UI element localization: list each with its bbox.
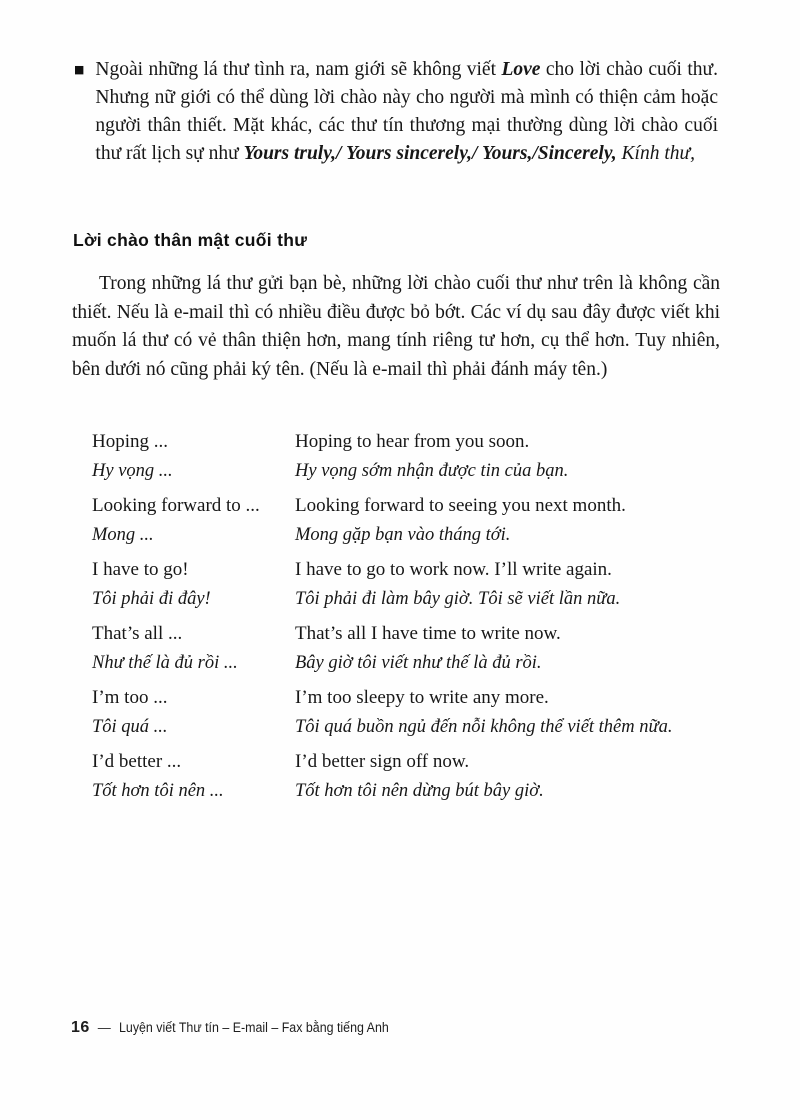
phrase-vi-full: Hy vọng sớm nhận được tin của bạn. (295, 460, 569, 481)
footer-dash: — (97, 1020, 111, 1035)
phrase-short-cell (92, 748, 295, 805)
section-heading: Lời chào thân mật cuối thư (73, 230, 308, 250)
phrase-en-full: I’d better sign off now. (295, 751, 470, 772)
phrase-vi-full: Tốt hơn tôi nên dừng bút bây giờ. (295, 780, 544, 801)
phrase-en-full: I’m too sleepy to write any more. (295, 687, 549, 708)
phrase-row (92, 620, 722, 677)
phrase-vi-short: Như thế là đủ rồi ... (92, 652, 238, 673)
intro-paragraph (74, 56, 718, 168)
phrase-row (92, 748, 722, 805)
intro-closings-terms: Yours truly,/ Yours sincerely,/ Yours,/Sincerely, (243, 143, 617, 164)
phrase-en-short: I’m too ... (92, 687, 168, 708)
phrase-short-cell (92, 556, 295, 613)
phrase-short-cell (92, 684, 295, 741)
phrase-vi-short: Hy vọng ... (92, 460, 173, 481)
phrase-vi-short: Mong ... (92, 524, 154, 545)
phrase-short-cell (92, 492, 295, 549)
intro-text-part1: Ngoài những lá thư tình ra, nam giới sẽ không viết (95, 59, 502, 80)
phrase-full-cell (295, 620, 722, 677)
phrase-en-full: Hoping to hear from you soon. (295, 431, 530, 452)
intro-love-term: Love (501, 59, 541, 80)
section-paragraph: Trong những lá thư gửi bạn bè, những lời chào cuối thư như trên là không cần thiết. Nếu là e-mail thì có nhiều điều được bỏ bớt. Các ví dụ sau đây được viết khi muốn lá thư có vẻ thân thiện hơn, mang tính riêng tư hơn, cụ thể hơn. Tuy nhiên, bên dưới nó cũng phải ký tên. (Nếu là e-mail thì phải đánh máy tên.) (72, 273, 720, 380)
phrase-vi-full: Bây giờ tôi viết như thế là đủ rồi. (295, 652, 542, 673)
phrase-en-full: I have to go to work now. I’ll write again. (295, 559, 612, 580)
phrase-en-short: Hoping ... (92, 431, 168, 452)
phrase-full-cell (295, 684, 722, 741)
bullet-square-icon: ■ (74, 63, 85, 76)
phrase-short-cell (92, 620, 295, 677)
phrase-row (92, 492, 722, 549)
intro-paragraph-text (95, 56, 718, 168)
phrase-full-cell (295, 492, 722, 549)
phrase-en-short: I have to go! (92, 559, 189, 580)
phrase-row (92, 684, 722, 741)
phrase-en-short: That’s all ... (92, 623, 183, 644)
phrase-en-short: Looking forward to ... (92, 495, 260, 516)
phrase-vi-short: Tôi phải đi đây! (92, 588, 211, 609)
book-title: Luyện viết Thư tín – E-mail – Fax bằng tiếng Anh (118, 1020, 389, 1035)
phrase-vi-short: Tốt hơn tôi nên ... (92, 780, 224, 801)
intro-kinh-thu: Kính thư, (616, 143, 696, 164)
phrase-en-full: That’s all I have time to write now. (295, 623, 561, 644)
phrase-table (92, 428, 722, 812)
phrase-en-full: Looking forward to seeing you next month. (295, 495, 626, 516)
phrase-row (92, 556, 722, 613)
phrase-row (92, 428, 722, 485)
phrase-en-short: I’d better ... (92, 751, 182, 772)
page-number: 16 (71, 1019, 90, 1036)
phrase-full-cell (295, 556, 722, 613)
phrase-full-cell (295, 428, 722, 485)
phrase-short-cell (92, 428, 295, 485)
phrase-vi-full: Tôi quá buồn ngủ đến nỗi không thể viết thêm nữa. (295, 716, 673, 737)
intro-text-part2: cho lời chào cuối thư. Nhưng nữ giới có thể dùng lời chào này cho người mà mình có thiện cảm hoặc người thân thiết. Mặt khác, các thư tín thương mại thường dùng lời chào cuối thư rất lịch sự như (95, 59, 719, 164)
phrase-vi-short: Tôi quá ... (92, 716, 168, 737)
page-footer (71, 1019, 412, 1037)
phrase-vi-full: Mong gặp bạn vào tháng tới. (295, 524, 511, 545)
phrase-full-cell (295, 748, 722, 805)
phrase-vi-full: Tôi phải đi làm bây giờ. Tôi sẽ viết lần nữa. (295, 588, 621, 609)
